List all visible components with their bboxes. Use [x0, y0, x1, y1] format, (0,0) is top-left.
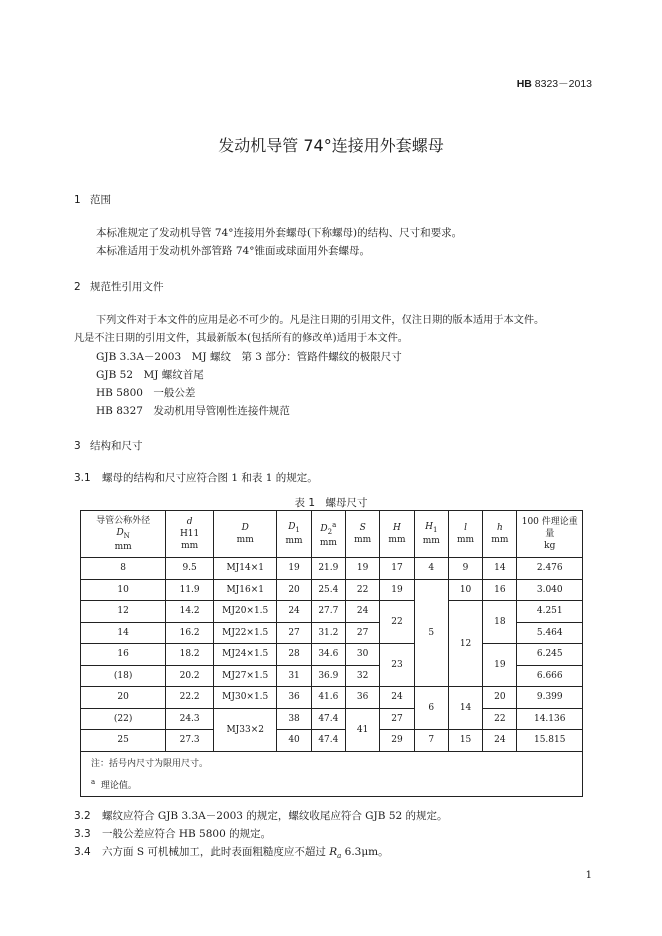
cell-mass: 15.815 [517, 730, 583, 752]
section-1-heading [74, 192, 111, 207]
clause-3-1 [74, 469, 318, 487]
cell-H1: 5 [414, 579, 448, 687]
reference-item: HB 5800 一般公差 [96, 387, 196, 399]
cell-S: 19 [346, 558, 380, 580]
table-caption: 表 1 螺母尺寸 [294, 497, 368, 509]
cell-D2: 47.4 [311, 730, 345, 752]
section-2-heading [74, 279, 164, 294]
col-header-h: h mm [483, 511, 517, 558]
cell-mass: 9.399 [517, 687, 583, 709]
clause-number: 3.4 [74, 846, 91, 858]
clause-3-2 [74, 807, 448, 825]
cell-H1: 6 [414, 687, 448, 730]
cell-S: 36 [346, 687, 380, 709]
cell-thread: MJ16×1 [214, 579, 277, 601]
table-row [81, 708, 583, 730]
table-row [81, 687, 583, 709]
cell-D1: 40 [277, 730, 311, 752]
section-number: 1 [74, 194, 81, 206]
table-row [81, 601, 583, 623]
section-number: 2 [74, 281, 81, 293]
roughness-subscript: a [337, 852, 342, 861]
cell-dn: 10 [81, 579, 166, 601]
section-title: 规范性引用文件 [90, 281, 164, 293]
cell-thread: MJ27×1.5 [214, 665, 277, 687]
cell-thread: MJ24×1.5 [214, 644, 277, 666]
table-row [81, 579, 583, 601]
cell-l: 12 [448, 601, 482, 687]
cell-h: 20 [483, 687, 517, 709]
table-row [81, 558, 583, 580]
cell-h: 19 [483, 644, 517, 687]
cell-D2: 25.4 [311, 579, 345, 601]
cell-l: 15 [448, 730, 482, 752]
standard-code [517, 76, 592, 91]
cell-D2: 21.9 [311, 558, 345, 580]
cell-mass: 5.464 [517, 622, 583, 644]
cell-D1: 20 [277, 579, 311, 601]
cell-dn: 12 [81, 601, 166, 623]
cell-h: 22 [483, 708, 517, 730]
section-title: 结构和尺寸 [90, 440, 143, 452]
cell-d: 18.2 [166, 644, 214, 666]
cell-H: 17 [380, 558, 414, 580]
cell-dn: 16 [81, 644, 166, 666]
section-title: 范围 [90, 194, 111, 206]
cell-d: 20.2 [166, 665, 214, 687]
footnote-mark: a [91, 778, 96, 786]
standard-prefix: HB [516, 78, 532, 90]
clause-3-4 [74, 843, 389, 865]
col-header-l: l mm [448, 511, 482, 558]
cell-dn: 14 [81, 622, 166, 644]
clause-text: 一般公差应符合 HB 5800 的规定。 [102, 828, 272, 840]
cell-D1: 36 [277, 687, 311, 709]
cell-S: 30 [346, 644, 380, 666]
col-header-H1: $H_1$ mm [414, 511, 448, 558]
cell-D2: 36.9 [311, 665, 345, 687]
clause-number: 3.3 [74, 828, 91, 840]
cell-dn: (18) [81, 665, 166, 687]
cell-D2: 34.6 [311, 644, 345, 666]
footnote-text: 理论值。 [100, 781, 137, 791]
section-number: 3 [74, 440, 81, 452]
cell-d: 22.2 [166, 687, 214, 709]
section-3-heading [74, 438, 143, 453]
cell-l: 14 [448, 687, 482, 730]
cell-dn: 8 [81, 558, 166, 580]
cell-mass: 3.040 [517, 579, 583, 601]
col-header-D: D mm [214, 511, 277, 558]
col-header-d: d H11 mm [166, 511, 214, 558]
nut-dimensions-table [80, 510, 583, 797]
refs-intro-line-2: 凡是不注日期的引用文件，其最新版本(包括所有的修改单)适用于本文件。 [74, 333, 408, 344]
table-footnote [81, 774, 583, 797]
cell-mass: 4.251 [517, 601, 583, 623]
cell-D1: 28 [277, 644, 311, 666]
cell-dn: 25 [81, 730, 166, 752]
cell-S: 32 [346, 665, 380, 687]
cell-H: 22 [380, 601, 414, 644]
cell-D1: 31 [277, 665, 311, 687]
document-title: 发动机导管 74°连接用外套螺母 [218, 136, 444, 155]
cell-thread: MJ20×1.5 [214, 601, 277, 623]
clause-text-end: 6.3μm。 [341, 846, 389, 858]
cell-H1: 7 [414, 730, 448, 752]
refs-intro-line-1: 下列文件对于本文件的应用是必不可少的。凡是注日期的引用文件，仅注日期的版本适用于本文件。 [96, 315, 545, 326]
cell-D1: 27 [277, 622, 311, 644]
cell-H: 19 [380, 579, 414, 601]
clause-text: 螺纹应符合 GJB 3.3A－2003 的规定，螺纹收尾应符合 GJB 52 的规定。 [102, 810, 448, 822]
table-footnote-row [81, 774, 583, 797]
table-header-row [81, 511, 583, 558]
cell-S: 27 [346, 622, 380, 644]
cell-l: 10 [448, 579, 482, 601]
cell-D1: 19 [277, 558, 311, 580]
cell-dn: 20 [81, 687, 166, 709]
col-header-mass: 100 件理论重量 kg [517, 511, 583, 558]
col-header-S: S mm [346, 511, 380, 558]
cell-D2: 27.7 [311, 601, 345, 623]
reference-item: GJB 52 MJ 螺纹首尾 [96, 369, 204, 381]
reference-item: HB 8327 发动机用导管刚性连接件规范 [96, 405, 290, 417]
cell-d: 24.3 [166, 708, 214, 730]
clause-text: 六方面 S 可机械加工，此时表面粗糙度应不超过 [102, 846, 330, 858]
cell-H1: 4 [414, 558, 448, 580]
col-header-H: H mm [380, 511, 414, 558]
table-row [81, 644, 583, 666]
cell-d: 14.2 [166, 601, 214, 623]
scope-paragraph-2: 本标准适用于发动机外部管路 74°锥面或球面用外套螺母。 [96, 245, 370, 257]
table-note: 注：括号内尺寸为限用尺寸。 [81, 751, 583, 774]
cell-thread: MJ14×1 [214, 558, 277, 580]
cell-h: 16 [483, 579, 517, 601]
cell-D2: 31.2 [311, 622, 345, 644]
cell-S: 22 [346, 579, 380, 601]
cell-D2: 47.4 [311, 708, 345, 730]
cell-d: 27.3 [166, 730, 214, 752]
cell-H: 27 [380, 708, 414, 730]
cell-S: 24 [346, 601, 380, 623]
clause-number: 3.2 [74, 810, 91, 822]
col-header-dn: 导管公称外径 $D_N$ mm [81, 511, 166, 558]
cell-H: 29 [380, 730, 414, 752]
table-row [81, 730, 583, 752]
cell-D1: 38 [277, 708, 311, 730]
cell-h: 24 [483, 730, 517, 752]
clause-text: 螺母的结构和尺寸应符合图 1 和表 1 的规定。 [102, 472, 318, 484]
col-header-D2: $D_2^a$ mm [311, 511, 345, 558]
cell-h: 14 [483, 558, 517, 580]
roughness-symbol: R [329, 846, 338, 858]
cell-D1: 24 [277, 601, 311, 623]
page-number: 1 [585, 870, 592, 881]
cell-d: 11.9 [166, 579, 214, 601]
cell-S: 41 [346, 708, 380, 751]
cell-thread: MJ30×1.5 [214, 687, 277, 709]
cell-H: 23 [380, 644, 414, 687]
cell-thread: MJ33×2 [214, 708, 277, 751]
clause-number: 3.1 [74, 472, 91, 484]
cell-mass: 6.666 [517, 665, 583, 687]
cell-mass: 2.476 [517, 558, 583, 580]
clause-3-3 [74, 825, 271, 843]
standard-number: 8323－2013 [531, 78, 592, 90]
cell-H: 24 [380, 687, 414, 709]
scope-paragraph-1: 本标准规定了发动机导管 74°连接用外套螺母(下称螺母)的结构、尺寸和要求。 [96, 227, 463, 239]
cell-mass: 6.245 [517, 644, 583, 666]
cell-h: 18 [483, 601, 517, 644]
cell-dn: (22) [81, 708, 166, 730]
col-header-D1: $D_1$ mm [277, 511, 311, 558]
cell-thread: MJ22×1.5 [214, 622, 277, 644]
cell-mass: 14.136 [517, 708, 583, 730]
table-note-row [81, 751, 583, 774]
cell-l: 9 [448, 558, 482, 580]
cell-D2: 41.6 [311, 687, 345, 709]
reference-item: GJB 3.3A－2003 MJ 螺纹 第 3 部分：管路件螺纹的极限尺寸 [96, 351, 402, 363]
cell-d: 16.2 [166, 622, 214, 644]
cell-d: 9.5 [166, 558, 214, 580]
